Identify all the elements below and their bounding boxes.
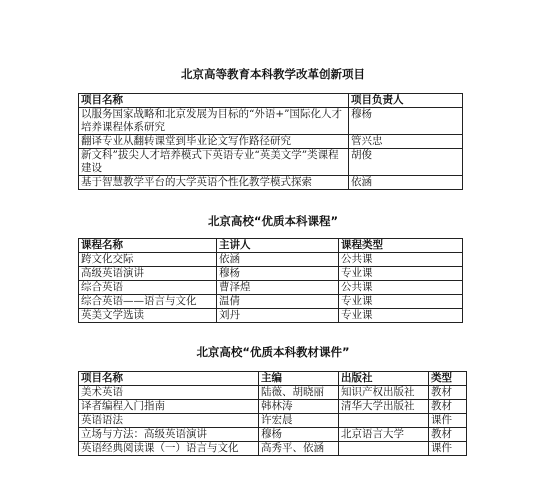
- course-name-cell: 综合英语: [79, 281, 217, 295]
- material-name-cell: 美术英语: [79, 386, 259, 400]
- table-row: [79, 108, 463, 135]
- editor-cell: 许宏晨: [259, 414, 339, 428]
- teaching-reform-table: [78, 93, 463, 190]
- publisher-cell: 北京语言大学: [339, 428, 429, 442]
- project-name-cell: 基于智慧教学平台的大学英语个性化教学模式探索: [79, 176, 349, 190]
- editor-cell: 韩林涛: [259, 400, 339, 414]
- table-row: [79, 267, 463, 281]
- column-header: 项目名称: [79, 372, 259, 386]
- table-row: [79, 295, 463, 309]
- course-name-cell: 高级英语演讲: [79, 267, 217, 281]
- column-header: 项目名称: [79, 94, 349, 108]
- project-name-cell: 新文科”拔尖人才培养模式下英语专业“英美文学”类课程建设: [79, 149, 349, 176]
- lecturer-cell: 穆杨: [217, 267, 339, 281]
- table-row: [79, 414, 467, 428]
- publisher-cell: [339, 414, 429, 428]
- table-row: [79, 400, 467, 414]
- lecturer-cell: 依涵: [217, 253, 339, 267]
- project-leader-cell: 穆杨: [349, 108, 463, 135]
- lecturer-cell: 曹泽煌: [217, 281, 339, 295]
- course-name-cell: 跨文化交际: [79, 253, 217, 267]
- course-name-cell: 英美文学选读: [79, 309, 217, 323]
- publisher-cell: 知识产权出版社: [339, 386, 429, 400]
- table-row: [79, 309, 463, 323]
- table-row: [79, 253, 463, 267]
- table-row: [79, 442, 467, 456]
- quality-courses-table: [78, 238, 463, 323]
- editor-cell: 高秀平、依涵: [259, 442, 339, 456]
- table-row: [79, 386, 467, 400]
- column-header: 类型: [429, 372, 467, 386]
- column-header: 主讲人: [217, 239, 339, 253]
- project-leader-cell: 管兴忠: [349, 135, 463, 149]
- lecturer-cell: 温倩: [217, 295, 339, 309]
- quality-materials-table: [78, 371, 467, 456]
- project-name-cell: 翻译专业从翻转课堂到毕业论文写作路径研究: [79, 135, 349, 149]
- table-row: [79, 149, 463, 176]
- lecturer-cell: 刘丹: [217, 309, 339, 323]
- table-header-row: [79, 372, 467, 386]
- material-type-cell: 教材: [429, 428, 467, 442]
- course-type-cell: 公共课: [339, 281, 463, 295]
- column-header: 主编: [259, 372, 339, 386]
- column-header: 项目负责人: [349, 94, 463, 108]
- table-header-row: [79, 94, 463, 108]
- column-header: 出版社: [339, 372, 429, 386]
- section-title-teaching-reform: 北京高等教育本科教学改革创新项目: [181, 67, 365, 81]
- project-leader-cell: 依涵: [349, 176, 463, 190]
- section-title-quality-materials: 北京高校“优质本科教材课件”: [196, 345, 350, 359]
- material-name-cell: 英语经典阅读课（一）语言与文化: [79, 442, 259, 456]
- section-title-quality-courses: 北京高校“优质本科课程”: [207, 214, 339, 228]
- publisher-cell: 清华大学出版社: [339, 400, 429, 414]
- course-name-cell: 综合英语——语言与文化: [79, 295, 217, 309]
- material-type-cell: 教材: [429, 400, 467, 414]
- project-name-cell: 以服务国家战略和北京发展为目标的“外语+”国际化人才培养课程体系研究: [79, 108, 349, 135]
- course-type-cell: 专业课: [339, 309, 463, 323]
- material-type-cell: 课件: [429, 414, 467, 428]
- publisher-cell: [339, 442, 429, 456]
- course-type-cell: 公共课: [339, 253, 463, 267]
- material-type-cell: 课件: [429, 442, 467, 456]
- course-type-cell: 专业课: [339, 267, 463, 281]
- table-row: [79, 135, 463, 149]
- material-name-cell: 立场与方法：高级英语演讲: [79, 428, 259, 442]
- material-name-cell: 英语语法: [79, 414, 259, 428]
- editor-cell: 陆薇、胡晓丽: [259, 386, 339, 400]
- editor-cell: 穆杨: [259, 428, 339, 442]
- material-name-cell: 译者编程入门指南: [79, 400, 259, 414]
- table-row: [79, 281, 463, 295]
- table-row: [79, 176, 463, 190]
- table-header-row: [79, 239, 463, 253]
- project-leader-cell: 胡俊: [349, 149, 463, 176]
- material-type-cell: 教材: [429, 386, 467, 400]
- column-header: 课程名称: [79, 239, 217, 253]
- table-row: [79, 428, 467, 442]
- column-header: 课程类型: [339, 239, 463, 253]
- course-type-cell: 专业课: [339, 295, 463, 309]
